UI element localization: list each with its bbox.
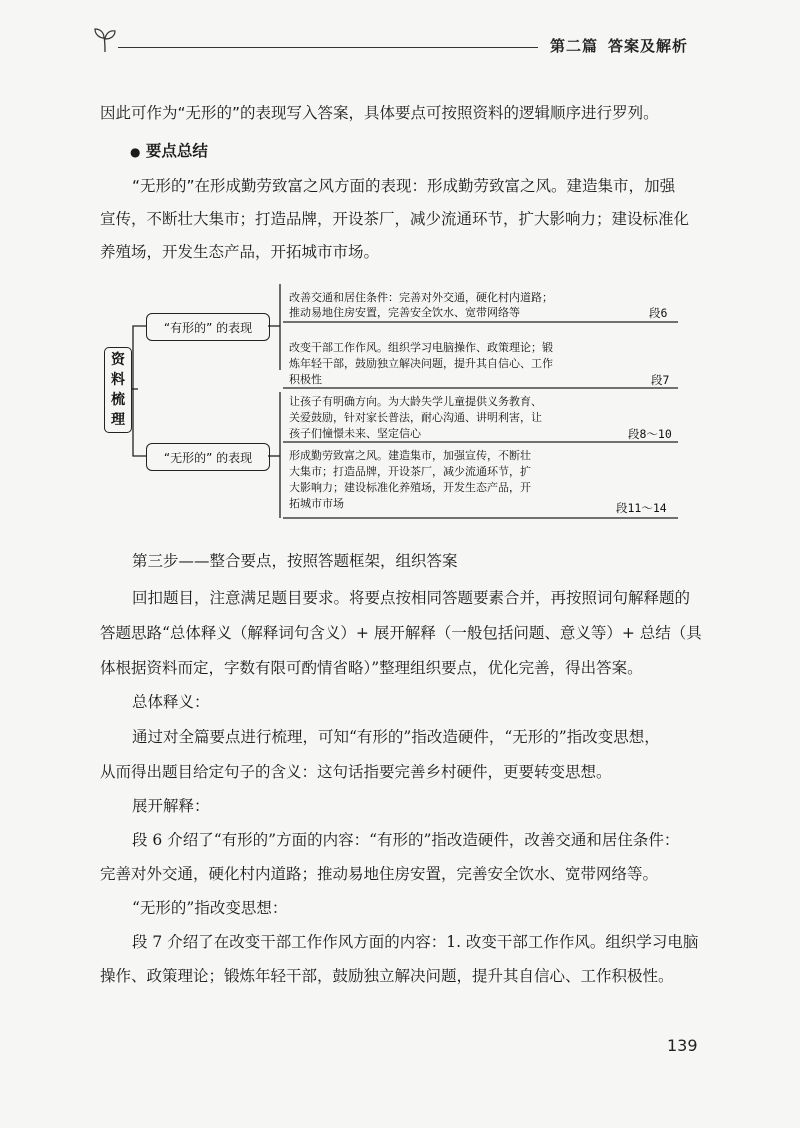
item-4-line-4: 拓城市市场 <box>289 497 344 510</box>
root-char-4: 理 <box>111 412 125 428</box>
item-4-segment: 段11～14 <box>616 501 667 515</box>
summary-line-1: “无形的”在形成勤劳致富之风方面的表现：形成勤劳致富之风。建造集市，加强 <box>132 177 676 195</box>
summary-line-2: 宣传，不断壮大集市；打造品牌，开设茶厂，减少流通环节，扩大影响力；建设标准化 <box>100 210 690 228</box>
item-4-line-1: 形成勤劳致富之风。建造集市，加强宣传，不断壮 <box>289 449 531 462</box>
expand1-line-2: 完善对外交通，硬化村内道路；推动易地住房安置，完善安全饮水、宽带网络等。 <box>100 865 659 883</box>
item-2-line-1: 改变干部工作作风。组织学习电脑操作、政策理论；锻 <box>289 341 553 354</box>
header-part: 第二篇 <box>550 37 599 55</box>
root-char-1: 资 <box>111 352 125 368</box>
wuxing-label: “无形的”指改变思想： <box>132 899 288 917</box>
root-char-3: 梳 <box>111 392 125 408</box>
item-3-line-1: 让孩子有明确方向。为大龄失学儿童提供义务教育、 <box>289 395 542 408</box>
item-3-line-3: 孩子们憧憬未来、坚定信心 <box>289 427 421 440</box>
item-2-segment: 段7 <box>651 373 670 387</box>
summary-line-3: 养殖场，开发生态产品，开拓城市市场。 <box>100 243 380 261</box>
item-1-line-2: 推动易地住房安置，完善安全饮水、宽带网络等 <box>289 306 520 319</box>
item-2-line-3: 积极性 <box>289 373 322 386</box>
step3-para-3: 体根据资料而定，字数有限可酌情省略）”整理组织要点，优化完善，得出答案。 <box>100 659 643 677</box>
header-section: 答案及解析 <box>608 37 689 55</box>
expand2-line-2: 操作、政策理论；锻炼年轻干部，鼓励独立解决问题，提升其自信心、工作积极性。 <box>100 967 674 985</box>
expand-label: 展开解释： <box>132 797 210 815</box>
item-1-line-1: 改善交通和居住条件：完善对外交通，硬化村内道路； <box>289 291 553 304</box>
branch-intangible-label: “无形的” 的表现 <box>163 450 253 465</box>
item-4-line-3: 大影响力；建设标准化养殖场，开发生态产品，开 <box>289 481 531 494</box>
step3-para-2: 答题思路“总体释义（解释词句含义）+ 展开解释（一般包括问题、意义等）+ 总结（具 <box>100 624 702 642</box>
overall-line-1: 通过对全篇要点进行梳理，可知“有形的”指改造硬件，“无形的”指改变思想， <box>132 728 660 746</box>
root-char-2: 料 <box>111 372 125 388</box>
branch-tangible <box>146 313 270 341</box>
branch-intangible <box>146 443 270 471</box>
overall-label: 总体释义： <box>132 693 210 711</box>
branch-tangible-label: “有形的” 的表现 <box>163 320 253 335</box>
page-number: 139 <box>667 1036 698 1055</box>
item-2-line-2: 炼年轻干部，鼓励独立解决问题，提升其自信心、工作 <box>289 357 553 370</box>
overall-line-2: 从而得出题目给定句子的含义：这句话指要完善乡村硬件，更要转变思想。 <box>100 763 612 781</box>
item-1-segment: 段6 <box>649 306 668 320</box>
summary-heading-text: 要点总结 <box>145 142 208 160</box>
diagram-root <box>104 347 132 433</box>
step3-para-1: 回扣题目，注意满足题目要求。将要点按相同答题要素合并，再按照词句解释题的 <box>132 589 691 607</box>
item-3-line-2: 关爱鼓励，针对家长普法，耐心沟通、讲明利害，让 <box>289 411 542 424</box>
intro-text: 因此可作为“无形的”的表现写入答案，具体要点可按照资料的逻辑顺序进行罗列。 <box>100 104 659 122</box>
step3-heading: 第三步——整合要点，按照答题框架，组织答案 <box>132 552 458 570</box>
item-3-segment: 段8～10 <box>628 427 672 441</box>
bullet-dot: ● <box>130 145 141 159</box>
expand2-line-1: 段 7 介绍了在改变干部工作作风方面的内容：1. 改变干部工作作风。组织学习电脑 <box>132 933 699 951</box>
expand1-line-1: 段 6 介绍了“有形的”方面的内容：“有形的”指改造硬件，改善交通和居住条件： <box>132 831 680 849</box>
item-4-line-2: 大集市；打造品牌，开设茶厂，减少流通环节，扩 <box>289 465 531 478</box>
